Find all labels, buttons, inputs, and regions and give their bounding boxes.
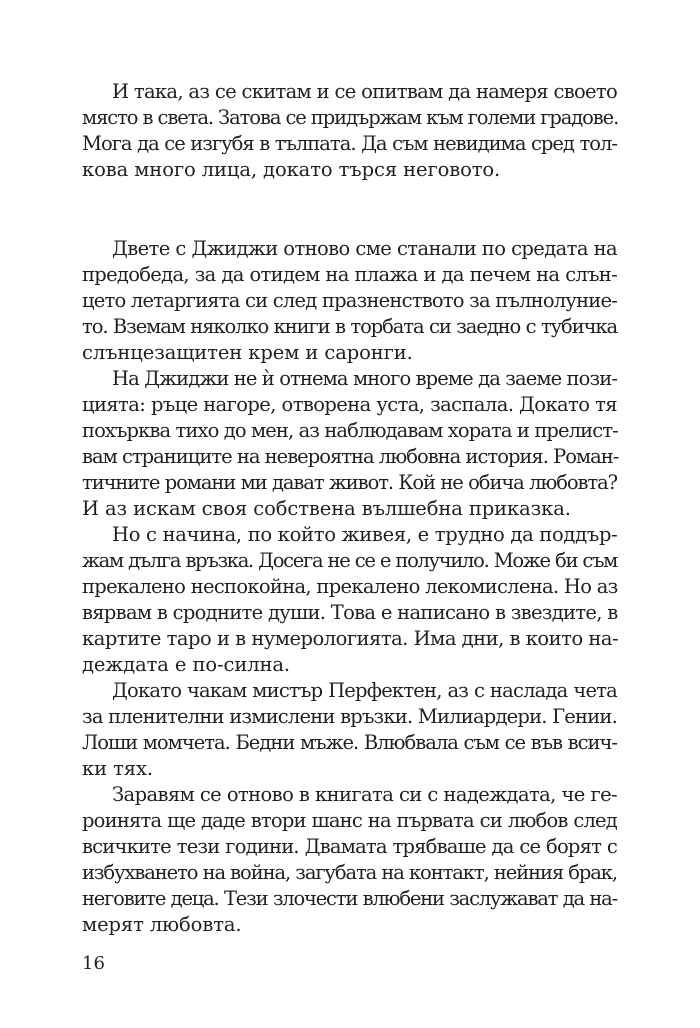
text-line: прекалено неспокойна, прекалено лекомислена. Но аз xyxy=(82,575,618,598)
text-line: похърква тихо до мен, аз наблюдавам хората и прелист- xyxy=(82,419,618,442)
text-line: цията: ръце нагоре, отворена уста, заспала. Докато тя xyxy=(82,393,617,416)
text-line: неговите деца. Тези злочести влюбени заслужават да на- xyxy=(82,887,617,910)
text-line: то. Вземам няколко книги в торбата си заедно с тубичка xyxy=(82,315,617,338)
text-line: И аз искам своя собствена вълшебна приказка. xyxy=(82,497,571,520)
text-line: слънцезащитен крем и саронги. xyxy=(82,341,413,364)
text-line: предобеда, за да отидем на плажа и да печем на слън- xyxy=(82,263,617,286)
paragraph-section-2 xyxy=(82,236,617,938)
text-line: Мога да се изгубя в тълпата. Да съм невидима сред тол- xyxy=(82,132,617,155)
text-line: за пленителни измислени връзки. Милиардери. Гении. xyxy=(82,705,617,728)
text-line: Но с начина, по който живея, е трудно да поддър- xyxy=(112,523,618,546)
text-line: И така, аз се скитам и се опитвам да намеря своето xyxy=(112,80,617,103)
text-line: избухването на война, загубата на контакт, нейния брак, xyxy=(82,861,617,884)
text-line: роинята ще даде втори шанс на първата си любов след xyxy=(82,809,617,832)
paragraph-section-1 xyxy=(82,79,617,183)
text-line: деждата е по-силна. xyxy=(82,653,291,676)
text-line: място в света. Затова се придържам към големи градове. xyxy=(82,106,619,129)
text-line: Лоши момчета. Бедни мъже. Влюбвала съм се във всич- xyxy=(82,731,617,754)
text-line: Двете с Джиджи отново сме станали по средата на xyxy=(112,237,617,260)
text-line: ки тях. xyxy=(82,757,153,780)
text-line: вам страниците на невероятна любовна история. Роман- xyxy=(82,445,619,468)
text-line: кова много лица, докато търся неговото. xyxy=(82,158,501,181)
text-line: Заравям се отново в книгата си с надеждата, че ге- xyxy=(112,783,617,806)
text-line: На Джиджи не ѝ отнема много време да заеме пози- xyxy=(112,367,618,390)
text-line: цето летаргията си след празненството за пълнолуние- xyxy=(82,289,617,312)
text-line: мерят любовта. xyxy=(82,913,242,936)
text-line: картите таро и в нумерологията. Има дни, в които на- xyxy=(82,627,619,650)
text-line: жам дълга връзка. Досега не се е получило. Може би съм xyxy=(82,549,617,572)
page-number: 16 xyxy=(82,953,105,974)
text-line: вярвам в сродните души. Това е написано в звездите, в xyxy=(82,601,618,624)
text-line: Докато чакам мистър Перфектен, аз с наслада чета xyxy=(112,679,617,702)
text-line: всичките тези години. Двамата трябваше да се борят с xyxy=(82,835,617,858)
text-line: тичните романи ми дават живот. Кой не обича любовта? xyxy=(82,471,617,494)
